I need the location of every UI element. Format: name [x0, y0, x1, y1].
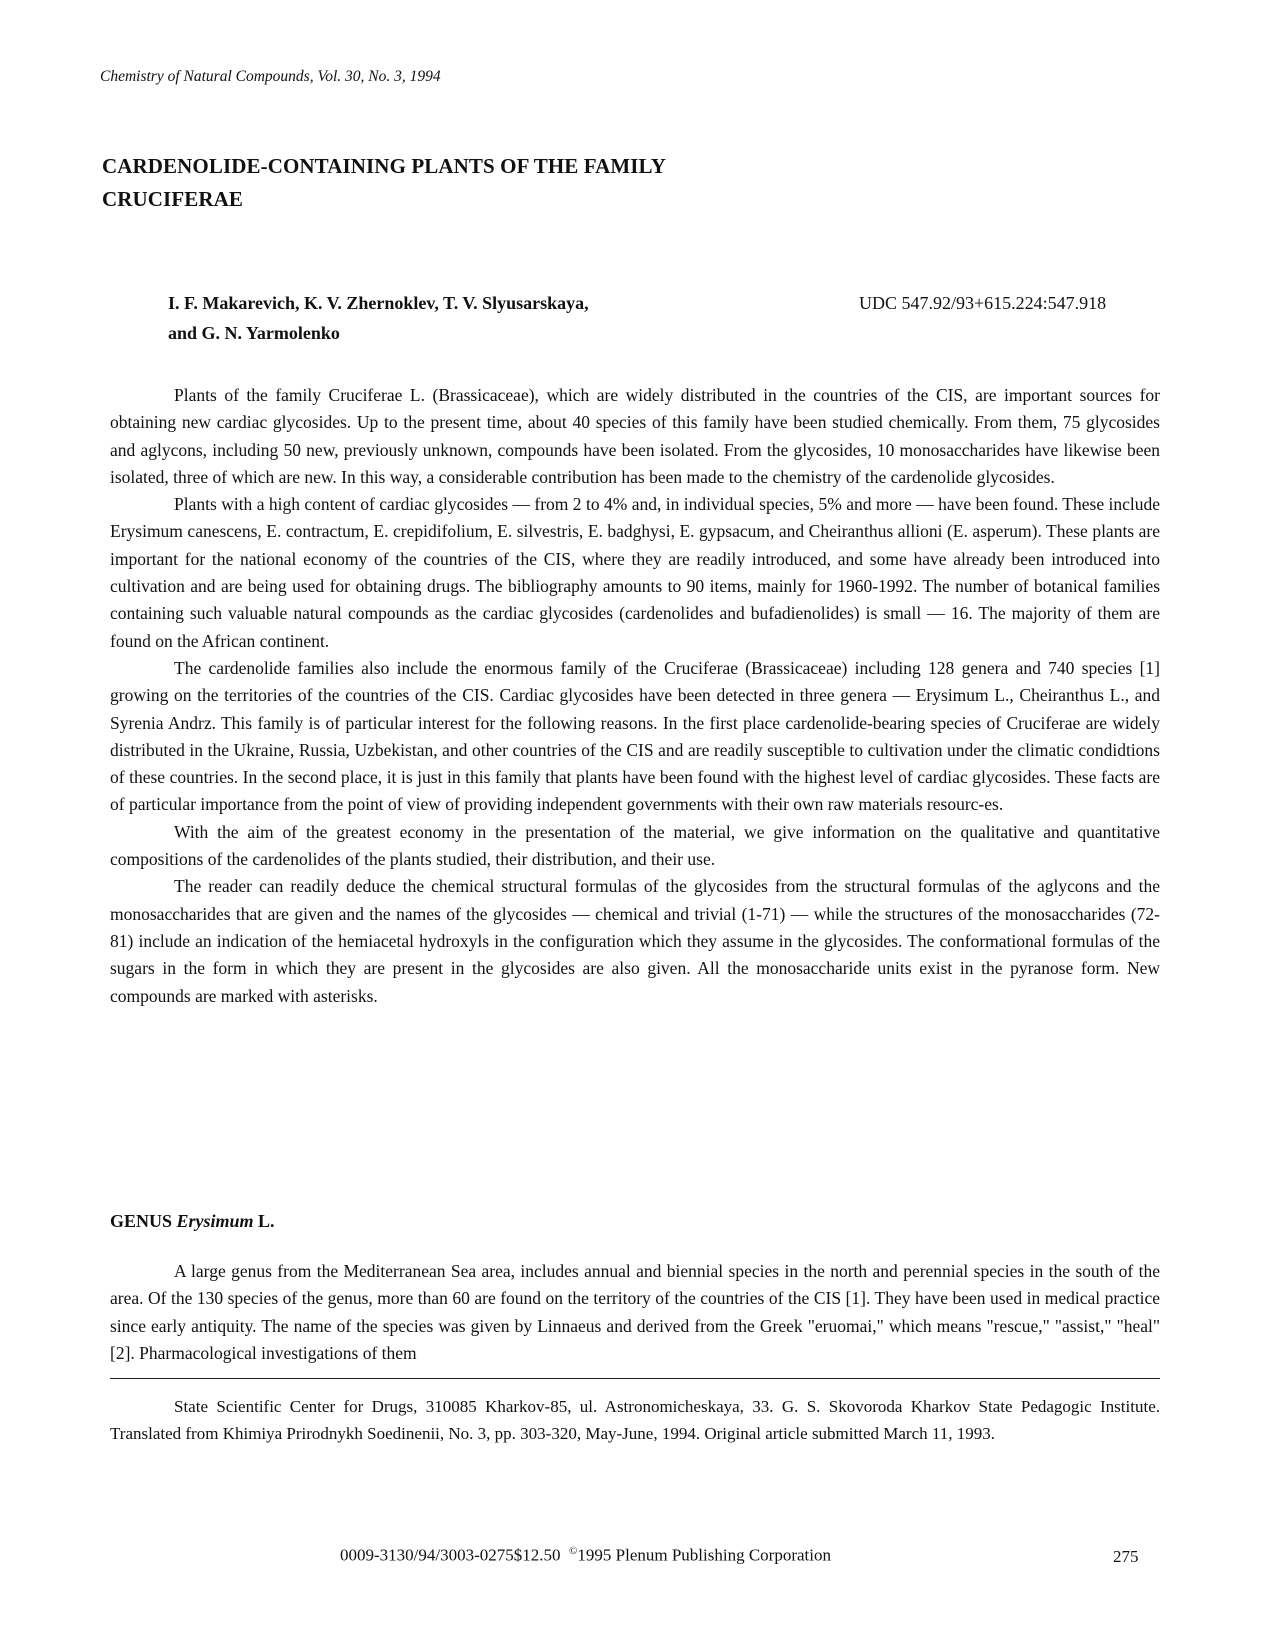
journal-citation: Chemistry of Natural Compounds, Vol. 30, No. 3, 1994	[100, 68, 441, 85]
authors-line-1: I. F. Makarevich, K. V. Zhernoklev, T. V. Slyusarskaya,	[168, 293, 589, 313]
heading-prefix: GENUS	[110, 1211, 173, 1231]
article-title	[102, 150, 862, 216]
author-list	[168, 288, 589, 348]
paragraph-4: With the aim of the greatest economy in the presentation of the material, we give information on the qualitative and quantitative compositions of the cardenolides of the plants studied, their distribution, and their use.	[110, 821, 1160, 870]
paragraph-3: The cardenolide families also include the enormous family of the Cruciferae (Brassicaceae) including 128 genera and 740 species [1] growing on the territories of the countries of the CIS. Cardiac glycosides have been detected in three genera — Erysimum L., Cheiranthus L., and Syrenia Andrz. This family is of particular interest for the following reasons. In the first place cardenolide-bearing species of Cruciferae are widely distributed in the Ukraine, Russia, Uzbekistan, and other countries of the CIS and are readily susceptible to cultivation under the climatic condidtions of these countries. In the second place, it is just in this family that plants have been found with the highest level of cardiac glycosides. These facts are of particular importance from the point of view of providing independent governments with their own raw materials resourc-es.	[110, 657, 1160, 815]
heading-suffix: L.	[258, 1211, 275, 1231]
authors-line-2: and G. N. Yarmolenko	[168, 323, 340, 343]
paragraph-1: Plants of the family Cruciferae L. (Brassicaceae), which are widely distributed in the countries of the CIS, are important sources for obtaining new cardiac glycosides. Up to the present time, about 40 species of this family have been studied chemically. From them, 75 glycosides and aglycons, including 50 new, previously unknown, compounds have been isolated. From the glycosides, 10 monosaccharides have likewise been isolated, three of which are new. In this way, a considerable contribution has been made to the chemistry of the cardenolide glycosides.	[110, 385, 1160, 487]
publisher-name: 1995 Plenum Publishing Corporation	[577, 1545, 831, 1565]
genus-paragraph: A large genus from the Mediterranean Sea area, includes annual and biennial species in the north and perennial species in the south of the area. Of the 130 species of the genus, more than 60 are found on the territory of the countries of the CIS [1]. They have been used in medical practice since early antiquity. The name of the species was given by Linnaeus and derived from the Greek "eruomai," which means "rescue," "assist," "heal" [2]. Pharmacological investigations of them	[110, 1261, 1160, 1363]
paragraph-2: Plants with a high content of cardiac glycosides — from 2 to 4% and, in individual species, 5% and more — have been found. These include Erysimum canescens, E. contractum, E. crepidifolium, E. silvestris, E. badghysi, E. gypsacum, and Cheiranthus allioni (E. asperum). These plants are important for the national economy of the countries of the CIS, where they are readily introduced, and some have already been introduced into cultivation and are being used for obtaining drugs. The bibliography amounts to 90 items, mainly for 1960-1992. The number of botanical families containing such valuable natural compounds as the cardiac glycosides (cardenolides and bufadienolides) is small — 16. The majority of them are found on the African continent.	[110, 494, 1160, 651]
issn-code: 0009-3130/94/3003-0275$12.50	[340, 1545, 561, 1565]
affiliation-text: State Scientific Center for Drugs, 310085 Kharkov-85, ul. Astronomicheskaya, 33. G. S. Skovoroda Kharkov State Pedagogic Institute. Translated from Khimiya Prirodnykh Soedinenii, No. 3, pp. 303-320, May-June, 1994. Original article submitted March 11, 1993.	[110, 1397, 1160, 1443]
paragraph-5: The reader can readily deduce the chemical structural formulas of the glycosides from the structural formulas of the aglycons and the monosaccharides that are given and the names of the glycosides — chemical and trivial (1-71) — while the structures of the monosaccharides (72-81) include an indication of the hemiacetal hydroxyls in the configuration which they assume in the glycosides. The conformational formulas of the sugars in the form in which they are present in the glycosides are also given. All the monosaccharide units exist in the pyranose form. New compounds are marked with asterisks.	[110, 876, 1160, 1006]
section-heading-erysimum	[110, 1211, 275, 1232]
footnote-divider	[110, 1378, 1160, 1379]
footnote-affiliation	[110, 1393, 1160, 1447]
introduction-section	[110, 382, 1160, 1010]
title-line-2: CRUCIFERAE	[102, 187, 244, 211]
copyright-line	[340, 1545, 831, 1566]
page-number: 275	[1113, 1547, 1139, 1566]
title-line-1: CARDENOLIDE-CONTAINING PLANTS OF THE FAMILY	[102, 154, 666, 178]
erysimum-section	[110, 1258, 1160, 1367]
udc-classification: UDC 547.92/93+615.224:547.918	[859, 293, 1107, 313]
heading-genus-name: Erysimum	[176, 1211, 254, 1231]
copyright-symbol: ©	[569, 1545, 578, 1557]
